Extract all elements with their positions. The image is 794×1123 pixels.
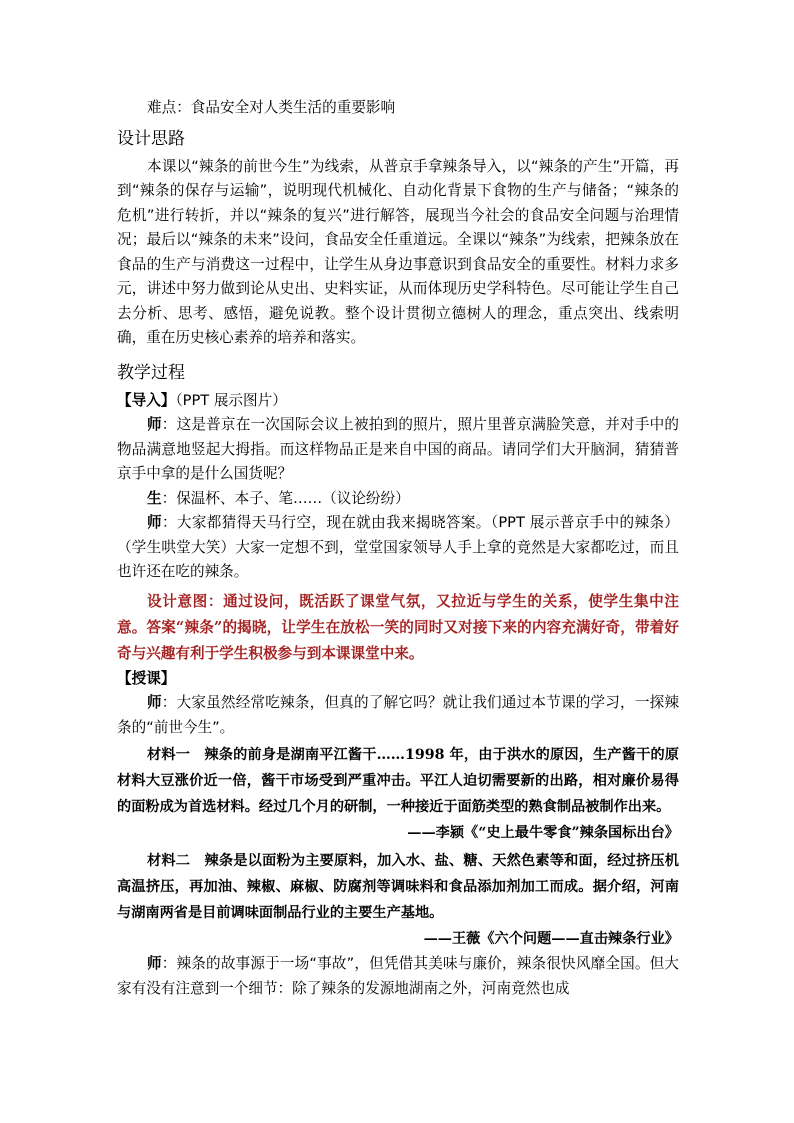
- intro-teacher-1: [117, 413, 679, 487]
- lecture-teacher-1: [117, 691, 679, 740]
- intro-section-title: [117, 389, 679, 414]
- process-heading: 教学过程: [117, 362, 185, 383]
- lecture-section-title: [117, 667, 679, 692]
- lecture-label: 【授课】: [117, 669, 176, 687]
- material-2: 材料二 辣条是以面粉为主要原料，加入水、盐、糖、天然色素等和面，经过挤压机高温挤压，再加油、辣椒、麻椒、防腐剂等调味料和食品添加剂加工而成。据介绍，河南与湖南两省是目前调味面制品行业的主要生产基地。: [117, 853, 679, 921]
- speaker-label: 师: [147, 955, 162, 972]
- design-heading: 设计思路: [117, 128, 185, 149]
- intro-label: 【导入】: [117, 391, 176, 409]
- material-2-source: ——王薇《六个问题——直击辣条行业》: [423, 931, 679, 947]
- speech-text: ：大家都猜得天马行空，现在就由我来揭晓答案。（PPT 展示普京手中的辣条）（学生哄堂大笑）大家一定想不到，堂堂国家领导人手上拿的竟然是大家都吃过，而且也许还在吃的辣条。: [117, 514, 679, 580]
- speaker-label: 师: [147, 416, 162, 433]
- speech-text: ：大家虽然经常吃辣条，但真的了解它吗？就让我们通过本节课的学习，一探辣条的“前世今生”。: [117, 694, 679, 736]
- speech-text: ：这是普京在一次国际会议上被拍到的照片，照片里普京满脸笑意，并对手中的物品满意地竖起大拇指。而这样物品正是来自中国的商品。请同学们大开脑洞，猜猜普京手中拿的是什么国货呢？: [117, 416, 679, 482]
- document-page: [117, 96, 679, 1001]
- material-1-source: ——李颍《“史上最牛零食”辣条国标出台》: [407, 825, 679, 841]
- speaker-label: 生: [147, 489, 162, 507]
- lecture-teacher-2: [117, 952, 679, 1001]
- speech-text: ：保温杯、本子、笔……（议论纷纷）: [161, 489, 410, 507]
- speaker-label: 师: [147, 514, 162, 531]
- material-1: 材料一 辣条的前身是湖南平江酱干……1998 年，由于洪水的原因，生产酱干的原材料大豆涨价近一倍，酱干市场受到严重冲击。平江人迫切需要新的出路，相对廉价易得的面粉成为首选材料。经过几个月的研制，一种接近于面筋类型的熟食制品被制作出来。: [117, 747, 679, 815]
- speech-text: ：辣条的故事源于一场“事故”，但凭借其美味与廉价，辣条很快风靡全国。但大家有没有注意到一个细节：除了辣条的发源地湖南之外，河南竟然也成: [117, 955, 679, 997]
- intro-student: [117, 487, 679, 512]
- speaker-label: 师: [147, 694, 162, 711]
- design-intent-note: 设计意图：通过设问，既活跃了课堂气氛，又拉近与学生的关系，使学生集中注意。答案“辣条”的揭晓，让学生在放松一笑的同时又对接下来的内容充满好奇，带着好奇与兴趣有利于学生积极参与到本课课堂中来。: [117, 592, 679, 662]
- design-paragraph: 本课以“辣条的前世今生”为线索，从普京手拿辣条导入，以“辣条的产生”开篇，再到“辣条的保存与运输”，说明现代机械化、自动化背景下食物的生产与储备；“辣条的危机”进行转折，并以“辣条的复兴”进行解答，展现当今社会的食品安全问题与治理情况；最后以“辣条的未来”设问，食品安全任重道远。全课以“辣条”为线索，把辣条放在食品的生产与消费这一过程中，让学生从身边事意识到食品安全的重要性。材料力求多元，讲述中努力做到论从史出、史料实证，从而体现历史学科特色。尽可能让学生自己去分析、思考、感悟，避免说教。整个设计贯彻立德树人的理念，重点突出、线索明确，重在历史核心素养的培养和落实。: [117, 157, 679, 346]
- intro-teacher-2: [117, 511, 679, 585]
- difficulty-line: 难点：食品安全对人类生活的重要影响: [147, 99, 396, 116]
- intro-note: （PPT 展示图片）: [175, 391, 287, 409]
